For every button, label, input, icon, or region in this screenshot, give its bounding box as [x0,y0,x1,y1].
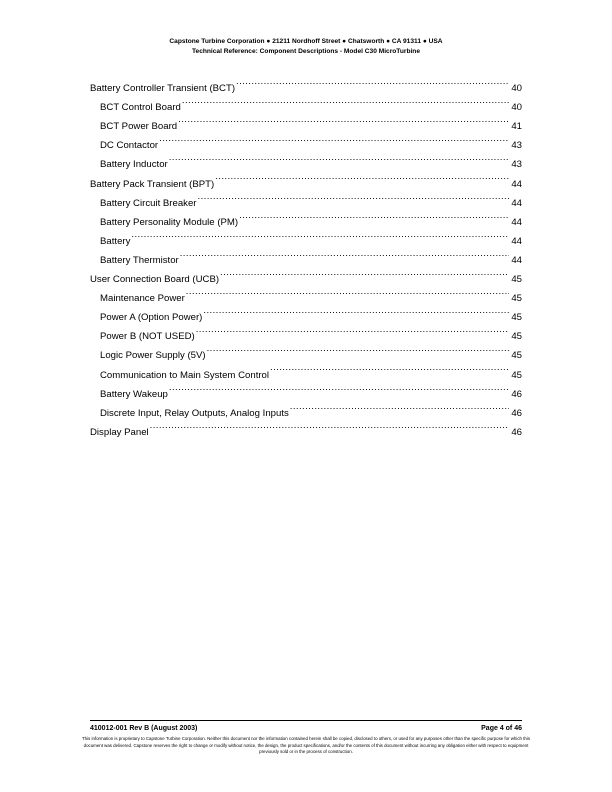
toc-entry-page: 40 [511,102,522,114]
toc-entry-page: 44 [511,197,522,209]
toc-entry-page: 46 [511,388,522,400]
toc-entry-page: 41 [511,121,522,133]
toc-entry-title: Display Panel [90,426,149,438]
toc-entry-title: Battery Controller Transient (BCT) [90,83,236,95]
toc-dot-leader [180,244,509,263]
toc-entry-title: BCT Control Board [100,102,181,114]
toc-entry-title: Power B (NOT USED) [100,331,195,343]
toc-dot-leader [169,378,509,397]
toc-entry-page: 46 [511,407,522,419]
toc-dot-leader [186,282,509,301]
toc-dot-leader [131,225,509,244]
toc-entry-page: 43 [511,140,522,152]
toc-dot-leader [239,206,509,225]
toc-dot-leader [178,110,509,129]
toc-entry-title: Power A (Option Power) [100,312,203,324]
toc-dot-leader [203,301,509,320]
page-header [0,37,612,56]
toc-entry-title: Maintenance Power [100,293,185,305]
toc-entry-title: Discrete Input, Relay Outputs, Analog Inputs [100,407,289,419]
toc-entry-title: Battery Thermistor [100,254,179,266]
toc-entry[interactable] [90,416,522,438]
toc-entry-title: Battery Inductor [100,159,168,171]
toc-entry-title: Battery Personality Module (PM) [100,216,239,228]
table-of-contents [90,72,522,438]
toc-dot-leader [220,263,509,282]
toc-entry-title: DC Contactor [100,140,159,152]
toc-entry[interactable] [90,244,522,266]
toc-entry-page: 45 [511,331,522,343]
header-company-line: Capstone Turbine Corporation ● 21211 Nordhoff Street ● Chatsworth ● CA 91311 ● USA [169,38,443,45]
toc-entry-title: Battery [100,235,131,247]
toc-dot-leader [159,129,509,148]
footer-page-number: Page 4 of 46 [481,725,522,732]
header-document-title: Technical Reference: Component Descriptions - Model C30 MicroTurbine [191,47,420,55]
toc-entry-page: 44 [511,178,522,190]
toc-entry-title: User Connection Board (UCB) [90,274,220,286]
toc-entry-title: Battery Wakeup [100,388,168,400]
toc-dot-leader [290,397,509,416]
toc-dot-leader [182,91,509,110]
toc-entry-page: 44 [511,254,522,266]
toc-entry-title: Battery Circuit Breaker [100,197,197,209]
toc-entry[interactable] [90,225,522,247]
toc-dot-leader [198,187,510,206]
toc-entry-page: 44 [511,216,522,228]
footer-divider [90,720,522,721]
footer-document-id: 410012-001 Rev B (August 2003) [90,725,198,732]
toc-dot-leader [215,167,509,186]
toc-dot-leader [236,72,509,91]
toc-dot-leader [150,416,509,435]
toc-dot-leader [169,148,509,167]
toc-entry-page: 40 [511,83,522,95]
toc-entry-title: Logic Power Supply (5V) [100,350,206,362]
toc-entry-page: 44 [511,235,522,247]
toc-entry-page: 45 [511,274,522,286]
toc-entry-page: 45 [511,293,522,305]
toc-dot-leader [207,339,509,358]
toc-entry-title: Battery Pack Transient (BPT) [90,178,215,190]
toc-dot-leader [196,320,509,339]
toc-entry-title: Communication to Main System Control [100,369,270,381]
toc-entry-page: 45 [511,350,522,362]
toc-entry-page: 45 [511,312,522,324]
toc-entry-page: 45 [511,369,522,381]
toc-dot-leader [270,358,509,377]
toc-entry-page: 43 [511,159,522,171]
toc-entry-page: 46 [511,426,522,438]
toc-entry-title: BCT Power Board [100,121,178,133]
footer-proprietary-notice: This information is proprietary to Capstone Turbine Corporation. Neither this document nor the information contained herein shall be copied, disclosed to others, or used for any purposes other than the specific purpose for which this document was delivered. Capstone reserves the right to change or modify without notice, the design, the product specifications, and/or the contents of this document without incurring any obligation either with respect to equipment previously sold or in the process of construction. [81,736,531,755]
toc-entry[interactable] [90,72,522,95]
